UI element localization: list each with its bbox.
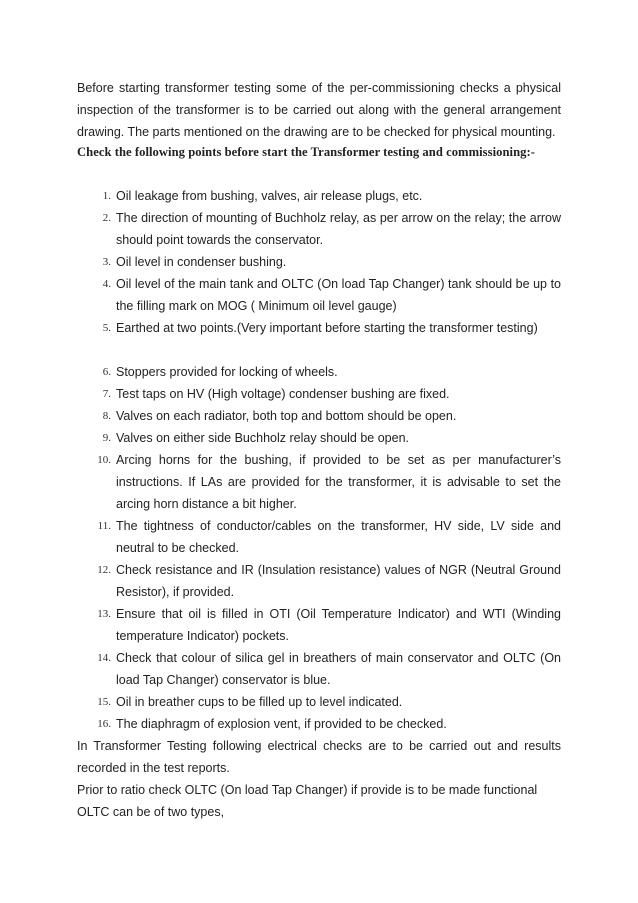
- list-text: Ensure that oil is filled in OTI (Oil Temperature Indicator) and WTI (Winding temperature Indicator) pockets.: [116, 607, 561, 643]
- list-text: Valves on each radiator, both top and bottom should be open.: [116, 409, 457, 423]
- list-number: 10.: [97, 454, 111, 466]
- list-text: Check resistance and IR (Insulation resistance) values of NGR (Neutral Ground Resistor), if provided.: [116, 563, 561, 599]
- list-item: [77, 713, 561, 735]
- closing-paragraph-2: Prior to ratio check OLTC (On load Tap Changer) if provide is to be made functional: [77, 783, 538, 797]
- list-item: [77, 427, 561, 449]
- list-number: 2.: [102, 212, 111, 224]
- list-number: 16.: [97, 718, 111, 730]
- list-text: The diaphragm of explosion vent, if provided to be checked.: [116, 717, 447, 731]
- list-item: [77, 361, 561, 383]
- list-number: 1.: [102, 190, 111, 202]
- list-number: 6.: [102, 366, 111, 378]
- list-item: [77, 185, 561, 207]
- list-item: [77, 515, 561, 559]
- list-item: [77, 691, 561, 713]
- list-text: The direction of mounting of Buchholz relay, as per arrow on the relay; the arrow should point towards the conservator.: [116, 211, 561, 247]
- list-number: 7.: [102, 388, 111, 400]
- list-item: [77, 405, 561, 427]
- intro-paragraph: Before starting transformer testing some of the per-commissioning checks a physical inspection of the transformer is to be carried out along with the general arrangement drawing. The parts mentioned on the drawing are to be checked for physical mounting.: [77, 81, 561, 139]
- checklist-part-1: [77, 185, 561, 339]
- list-number: 13.: [97, 608, 111, 620]
- list-text: Stoppers provided for locking of wheels.: [116, 365, 338, 379]
- list-number: 9.: [102, 432, 111, 444]
- list-item: [77, 207, 561, 251]
- list-item: [77, 603, 561, 647]
- list-text: Test taps on HV (High voltage) condenser bushing are fixed.: [116, 387, 450, 401]
- list-item: [77, 647, 561, 691]
- list-text: Earthed at two points.(Very important before starting the transformer testing): [116, 321, 538, 335]
- list-text: Valves on either side Buchholz relay should be open.: [116, 431, 410, 445]
- document-page: [77, 77, 561, 823]
- list-item: [77, 317, 561, 339]
- list-text: Oil leakage from bushing, valves, air release plugs, etc.: [116, 189, 423, 203]
- closing-paragraph-1: In Transformer Testing following electrical checks are to be carried out and results recorded in the test reports.: [77, 739, 561, 775]
- list-item: [77, 251, 561, 273]
- checklist-heading: Check the following points before start the Transformer testing and commissioning:-: [77, 145, 535, 159]
- list-text: Arcing horns for the bushing, if provided to be set as per manufacturer’s instructions. If LAs are provided for the transformer, it is advisable to set the arcing horn distance a bit higher.: [116, 453, 561, 511]
- list-text: The tightness of conductor/cables on the transformer, HV side, LV side and neutral to be checked.: [116, 519, 561, 555]
- list-number: 3.: [102, 256, 111, 268]
- list-number: 15.: [97, 696, 111, 708]
- closing-paragraph-3: OLTC can be of two types,: [77, 805, 225, 819]
- list-text: Oil in breather cups to be filled up to level indicated.: [116, 695, 403, 709]
- list-number: 12.: [97, 564, 111, 576]
- list-item: [77, 383, 561, 405]
- list-number: 11.: [97, 520, 111, 532]
- list-number: 4.: [102, 278, 111, 290]
- list-text: Oil level in condenser bushing.: [116, 255, 287, 269]
- list-text: Check that colour of silica gel in breathers of main conservator and OLTC (On load Tap Changer) conservator is blue.: [116, 651, 561, 687]
- list-item: [77, 273, 561, 317]
- list-number: 8.: [102, 410, 111, 422]
- checklist-part-2: [77, 361, 561, 735]
- list-number: 14.: [97, 652, 111, 664]
- list-item: [77, 559, 561, 603]
- list-number: 5.: [102, 322, 111, 334]
- list-text: Oil level of the main tank and OLTC (On load Tap Changer) tank should be up to the filling mark on MOG ( Minimum oil level gauge): [116, 277, 561, 313]
- list-item: [77, 449, 561, 515]
